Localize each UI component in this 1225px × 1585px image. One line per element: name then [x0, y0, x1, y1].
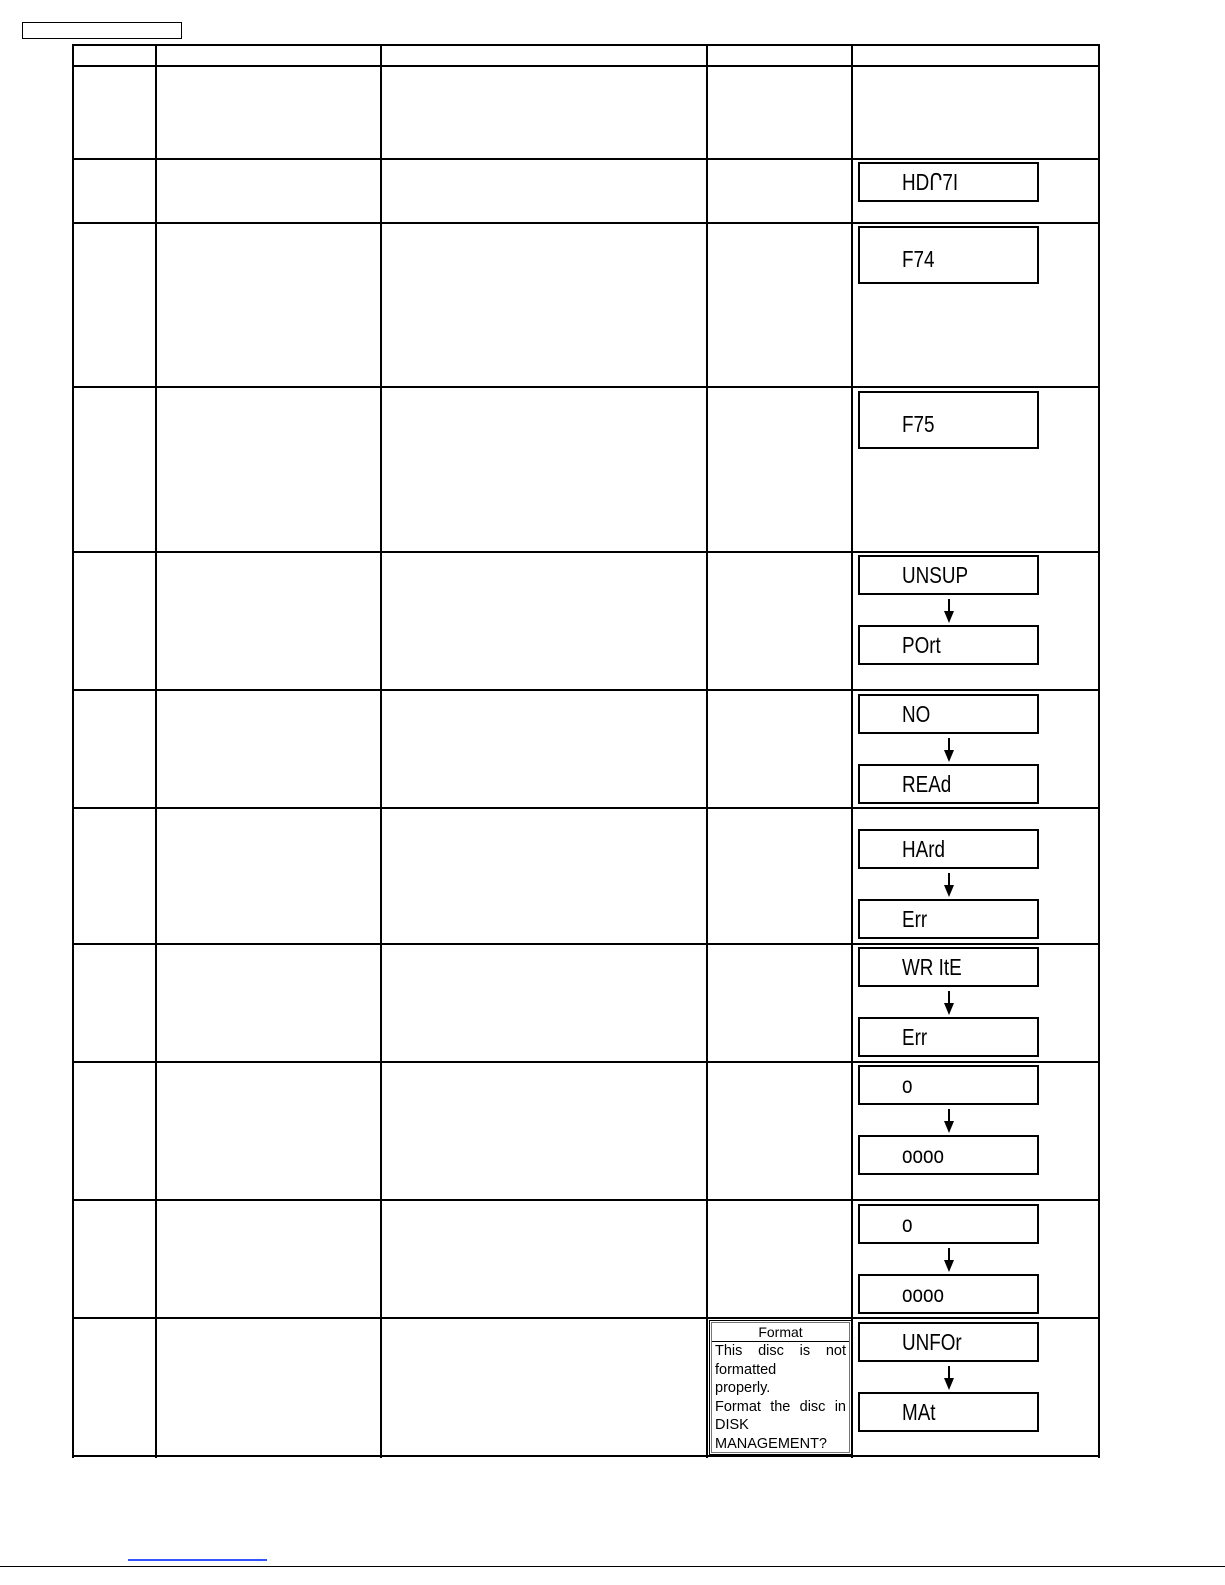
display-text: UNFOr — [902, 1329, 962, 1355]
display-text: HArd — [902, 836, 945, 862]
display-panel — [858, 226, 1039, 284]
table-column-rule — [155, 44, 157, 1458]
display-panel — [858, 1392, 1039, 1432]
display-text: NO — [902, 701, 931, 727]
table-column-rule — [851, 44, 853, 1458]
display-panel — [858, 829, 1039, 869]
display-panel — [858, 1274, 1039, 1314]
display-panel — [858, 162, 1039, 202]
display-text: F74 — [902, 246, 935, 272]
table-rule — [72, 1317, 1100, 1319]
display-text: WR ItE — [902, 954, 962, 980]
table-rule — [72, 386, 1100, 388]
display-text: F75 — [902, 411, 935, 437]
format-osd-message — [709, 1320, 852, 1455]
display-panel — [858, 899, 1039, 939]
down-arrow-icon — [944, 1109, 954, 1133]
display-panel — [858, 694, 1039, 734]
display-panel — [858, 764, 1039, 804]
table-rule — [72, 1061, 1100, 1063]
table-rule — [72, 551, 1100, 553]
table-column-rule — [380, 44, 382, 1458]
display-text: o — [902, 1211, 913, 1237]
header-box — [22, 22, 182, 39]
display-text: UNSUP — [902, 562, 969, 588]
display-panel — [858, 555, 1039, 595]
display-text: o — [902, 1072, 913, 1098]
table-rule — [72, 1199, 1100, 1201]
down-arrow-icon — [944, 1248, 954, 1272]
osd-title: Format — [712, 1323, 849, 1342]
osd-line: properly. — [715, 1380, 771, 1396]
table-column-rule — [1098, 44, 1100, 1458]
display-text: Err — [902, 906, 928, 932]
table-rule — [72, 1455, 1100, 1457]
display-text: REAd — [902, 771, 952, 797]
display-text: Err — [902, 1024, 928, 1050]
table-rule — [72, 943, 1100, 945]
down-arrow-icon — [944, 599, 954, 623]
osd-line: MANAGEMENT? — [715, 1435, 827, 1452]
table-rule — [72, 222, 1100, 224]
footer-link[interactable] — [128, 1559, 267, 1561]
table-rule — [72, 65, 1100, 67]
display-text: MAt — [902, 1399, 936, 1425]
display-panel — [858, 1135, 1039, 1175]
down-arrow-icon — [944, 873, 954, 897]
display-panel — [858, 625, 1039, 665]
display-panel — [858, 1204, 1039, 1244]
table-rule — [72, 689, 1100, 691]
osd-line: Format the disc in — [715, 1398, 846, 1415]
display-panel — [858, 1322, 1039, 1362]
table-rule — [72, 158, 1100, 160]
osd-line: This disc is not — [715, 1343, 846, 1359]
osd-line: DISK — [715, 1417, 749, 1433]
display-text: oooo — [902, 1142, 944, 1168]
down-arrow-icon — [944, 738, 954, 762]
osd-line: formatted — [715, 1361, 777, 1378]
table-rule — [72, 44, 1100, 46]
display-text: HDՐ7I — [902, 169, 959, 195]
footer-rule — [0, 1566, 1225, 1567]
display-text: oooo — [902, 1281, 944, 1307]
down-arrow-icon — [944, 1366, 954, 1390]
down-arrow-icon — [944, 991, 954, 1015]
table-column-rule — [72, 44, 74, 1458]
table-column-rule — [706, 44, 708, 1458]
osd-body — [715, 1342, 846, 1453]
display-panel — [858, 947, 1039, 987]
display-panel — [858, 1017, 1039, 1057]
display-text: POrt — [902, 632, 941, 658]
display-panel — [858, 1065, 1039, 1105]
table-rule — [72, 807, 1100, 809]
display-panel — [858, 391, 1039, 449]
